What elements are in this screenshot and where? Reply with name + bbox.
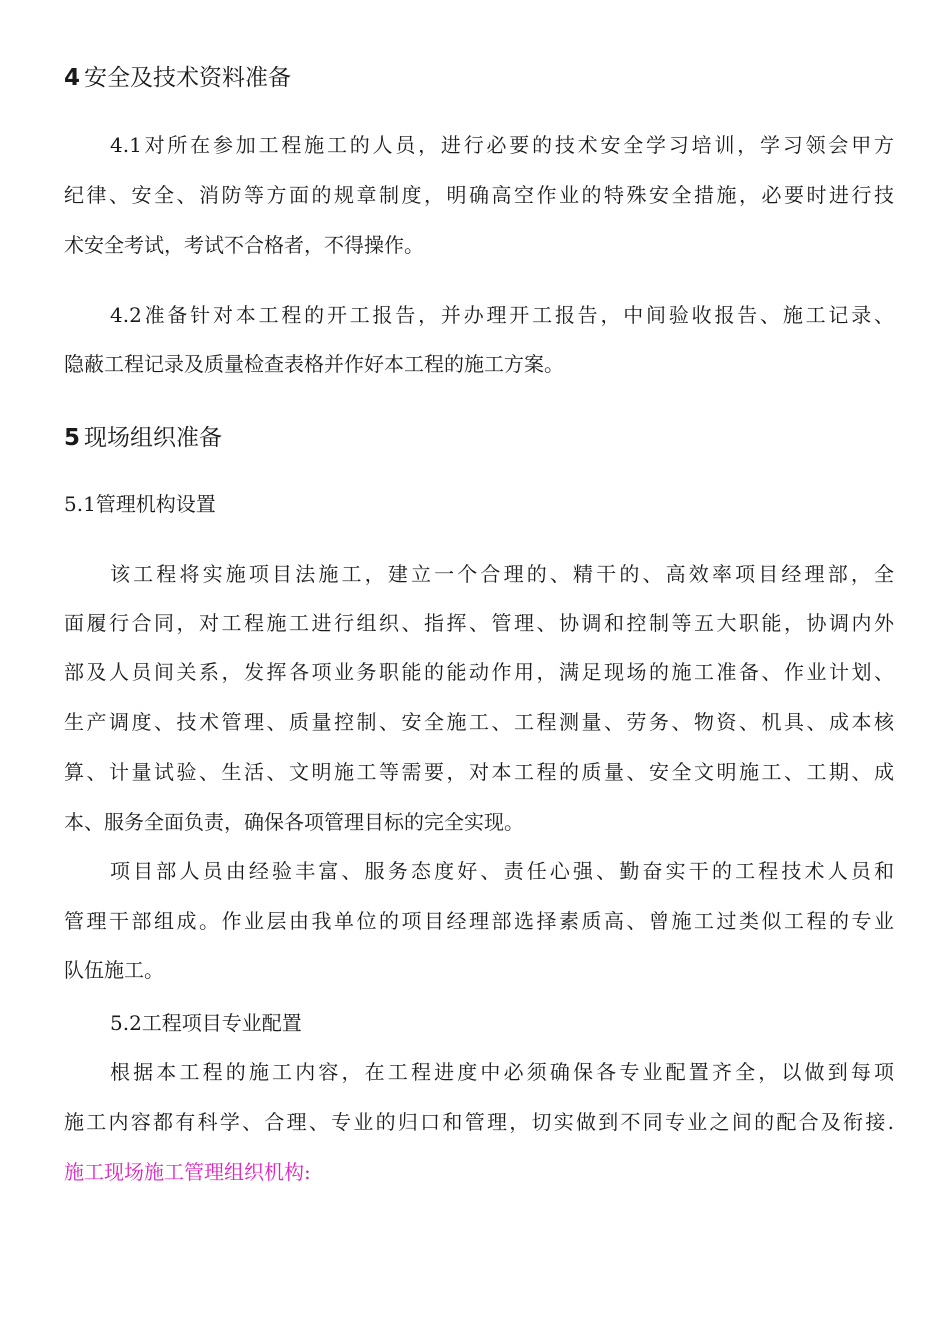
paragraph-line: 4.1对所在参加工程施工的人员，进行必要的技术安全学习培训，学习领会甲方 <box>110 133 894 157</box>
section-4-title: 安全及技术资料准备 <box>84 65 292 91</box>
paragraph-line: 管理干部组成。作业层由我单位的项目经理部选择素质高、曾施工过类似工程的专业 <box>64 909 894 933</box>
paragraph-line: 算、计量试验、生活、文明施工等需要，对本工程的质量、安全文明施工、工期、成 <box>64 760 894 784</box>
paragraph-line: 纪律、安全、消防等方面的规章制度，明确高空作业的特殊安全措施，必要时进行技 <box>64 183 894 207</box>
section-5-title: 现场组织准备 <box>84 425 223 451</box>
section-4-number: 4 <box>64 65 81 91</box>
paragraph-line: 术安全考试，考试不合格者，不得操作。 <box>64 233 424 257</box>
paragraph-line: 本、服务全面负责，确保各项管理目标的完全实现。 <box>64 810 524 834</box>
paragraph-line: 队伍施工。 <box>64 958 164 982</box>
paragraph-line: 部及人员间关系，发挥各项业务职能的能动作用，满足现场的施工准备、作业计划、 <box>64 660 894 684</box>
section-5-number: 5 <box>64 425 81 451</box>
subheading: 5.1管理机构设置 <box>64 492 216 516</box>
paragraph-line: 面履行合同，对工程施工进行组织、指挥、管理、协调和控制等五大职能，协调内外 <box>64 611 894 635</box>
section-4-heading <box>64 63 291 93</box>
section-5-heading <box>64 423 222 453</box>
paragraph-line: 4.2准备针对本工程的开工报告，并办理开工报告，中间验收报告、施工记录、 <box>110 303 894 327</box>
paragraph-line: 隐蔽工程记录及质量检查表格并作好本工程的施工方案。 <box>64 352 564 376</box>
paragraph-line: 生产调度、技术管理、质量控制、安全施工、工程测量、劳务、物资、机具、成本核 <box>64 710 894 734</box>
highlight-caption: 施工现场施工管理组织机构: <box>64 1160 311 1184</box>
paragraph-line: 施工内容都有科学、合理、专业的归口和管理，切实做到不同专业之间的配合及衔接. <box>64 1110 894 1134</box>
paragraph-line: 该工程将实施项目法施工，建立一个合理的、精干的、高效率项目经理部，全 <box>110 562 894 586</box>
subheading: 5.2工程项目专业配置 <box>110 1011 302 1035</box>
paragraph-line: 根据本工程的施工内容，在工程进度中必须确保各专业配置齐全，以做到每项 <box>110 1060 894 1084</box>
paragraph-line: 项目部人员由经验丰富、服务态度好、责任心强、勤奋实干的工程技术人员和 <box>110 859 894 883</box>
